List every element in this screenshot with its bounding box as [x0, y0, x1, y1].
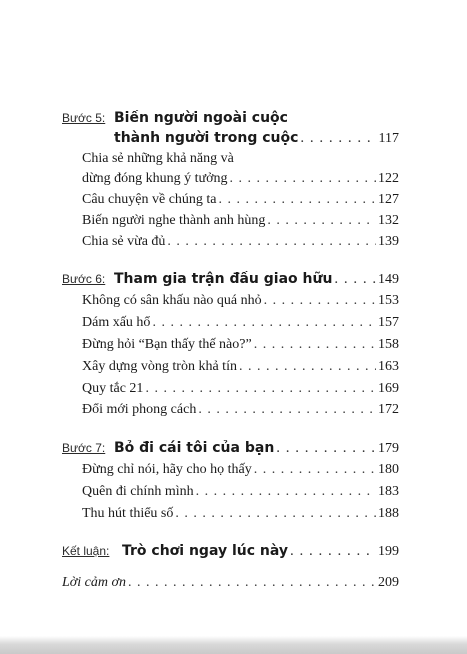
toc-section-step7[interactable] — [62, 440, 399, 457]
page-number: 209 — [378, 575, 399, 590]
dot-leader — [196, 484, 376, 500]
page-number: 199 — [378, 544, 399, 559]
entry-title: Đừng hỏi “Bạn thấy thế nào?” — [82, 337, 252, 352]
toc-entry[interactable] — [82, 359, 399, 375]
toc-entry[interactable] — [82, 171, 399, 187]
toc-entry[interactable] — [82, 402, 399, 418]
dot-leader — [198, 402, 376, 418]
entry-title: Quy tắc 21 — [82, 381, 144, 396]
toc-section-step5-line1[interactable] — [62, 110, 399, 126]
toc-entry-line1[interactable]: Chia sẻ những khả năng và — [82, 151, 234, 166]
toc-entry[interactable] — [82, 192, 399, 208]
toc-entry[interactable] — [82, 484, 399, 500]
page-number: 117 — [378, 131, 399, 146]
page-number: 158 — [378, 337, 399, 352]
page-number: 139 — [378, 234, 399, 249]
page-number: 163 — [378, 359, 399, 374]
page-number: 179 — [378, 441, 399, 456]
page-number: 183 — [378, 484, 399, 499]
page-number: 172 — [378, 402, 399, 417]
dot-leader — [254, 462, 376, 478]
entry-title: Không có sân khấu nào quá nhỏ — [82, 293, 262, 308]
page-number: 180 — [378, 462, 399, 477]
section-title: Bỏ đi cái tôi của bạn — [114, 440, 275, 456]
toc-entry[interactable] — [82, 293, 399, 309]
entry-title: Câu chuyện về chúng ta — [82, 192, 217, 207]
page-number: 153 — [378, 293, 399, 308]
toc-entry[interactable] — [82, 213, 399, 229]
section-title: Tham gia trận đấu giao hữu — [114, 271, 333, 287]
toc-entry[interactable] — [82, 234, 399, 250]
dot-leader — [219, 192, 376, 208]
toc-entry[interactable] — [82, 315, 399, 331]
dot-leader — [175, 506, 376, 522]
page-number: 132 — [378, 213, 399, 228]
section-label: Bước 7: — [62, 441, 106, 455]
page-number: 157 — [378, 315, 399, 330]
dot-leader — [300, 130, 376, 147]
page-number: 127 — [378, 192, 399, 207]
toc-entry[interactable] — [82, 337, 399, 353]
page-number: 122 — [378, 171, 399, 186]
entry-title: Xây dựng vòng tròn khả tín — [82, 359, 237, 374]
section-label: Kết luận: — [62, 544, 110, 558]
entry-title: Chia sẻ vừa đủ — [82, 234, 166, 249]
page-number: 149 — [378, 272, 399, 287]
dot-leader — [267, 213, 376, 229]
toc-section-acknowledgements[interactable] — [62, 575, 399, 591]
toc-entry[interactable] — [82, 381, 399, 397]
section-label: Bước 6: — [62, 272, 106, 286]
dot-leader — [254, 337, 376, 353]
entry-title: dừng đóng khung ý tưởng — [82, 171, 228, 186]
toc-entry[interactable] — [82, 462, 399, 478]
section-label: Bước 5: — [62, 111, 106, 125]
dot-leader — [290, 543, 376, 560]
toc-section-conclusion[interactable] — [62, 543, 399, 560]
page-number: 188 — [378, 506, 399, 521]
entry-title: Đổi mới phong cách — [82, 402, 197, 417]
section-title: thành người trong cuộc — [114, 130, 299, 146]
dot-leader — [167, 234, 376, 250]
entry-title: Dám xấu hổ — [82, 315, 151, 330]
section-title: Biến người ngoài cuộc — [114, 110, 288, 126]
entry-title: Quên đi chính mình — [82, 484, 194, 499]
section-title: Lời cảm ơn — [62, 575, 126, 590]
dot-leader — [145, 381, 376, 397]
toc-section-step5-line2[interactable] — [114, 130, 399, 147]
dot-leader — [128, 575, 376, 591]
toc-section-step6[interactable] — [62, 271, 399, 288]
entry-title: Biến người nghe thành anh hùng — [82, 213, 266, 228]
dot-leader — [229, 171, 376, 187]
dot-leader — [239, 359, 376, 375]
entry-title: Thu hút thiểu số — [82, 506, 174, 521]
dot-leader — [264, 293, 376, 309]
page-edge-shadow — [0, 636, 467, 654]
section-title: Trò chơi ngay lúc này — [122, 543, 289, 559]
toc-entry[interactable] — [82, 506, 399, 522]
entry-title: Đừng chỉ nói, hãy cho họ thấy — [82, 462, 252, 477]
dot-leader — [334, 271, 376, 288]
page-number: 169 — [378, 381, 399, 396]
dot-leader — [152, 315, 376, 331]
dot-leader — [276, 440, 376, 457]
